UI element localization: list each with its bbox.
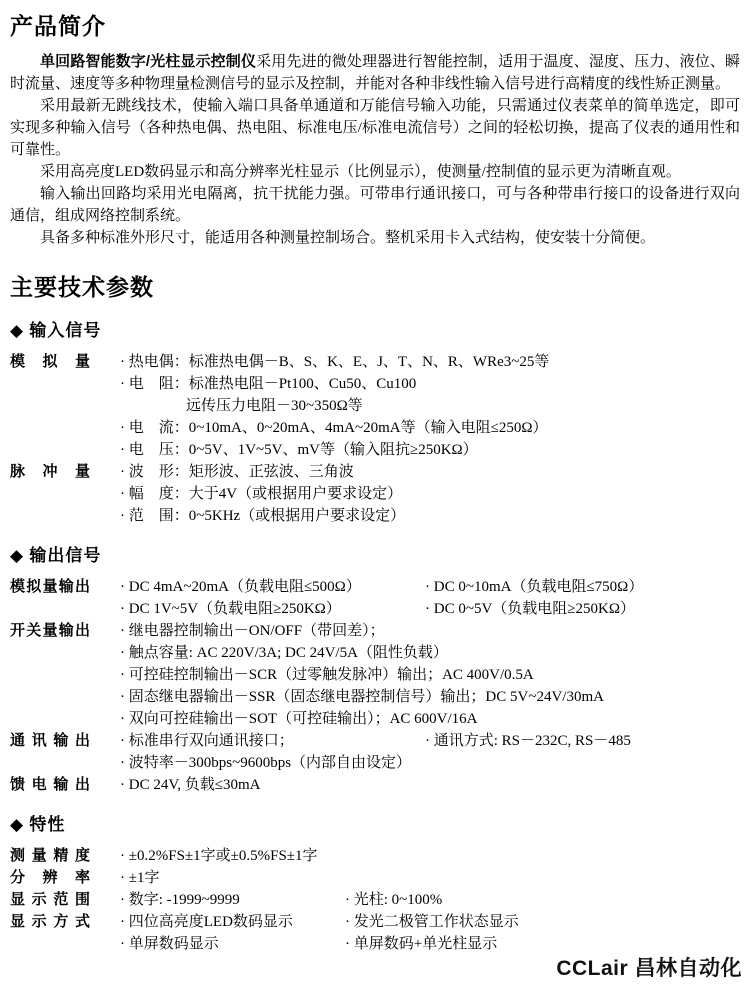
spec-line — [120, 351, 740, 373]
spec-item: · 光柱: 0~100% — [345, 892, 443, 908]
spec-row-content — [120, 911, 740, 955]
spec-line — [120, 686, 740, 708]
intro-paragraph-1-text: 采用先进的微处理器进行智能控制，适用于温度、湿度、压力、液位、瞬时流量、速度等多种物理量检测信号的显示及控制，并能对各种非线性输入信号进行高精度的线性矫正测量。 — [10, 54, 740, 92]
spec-line — [120, 774, 740, 796]
spec-row-label: 开关量输出 — [10, 623, 90, 639]
spec-row-content — [120, 351, 740, 461]
spec-item: · 数字: -1999~9999 — [120, 892, 240, 908]
spec-row-content — [120, 867, 740, 889]
spec-item: · 发光二极管工作状态显示 — [345, 914, 519, 930]
spec-row-label: 脉冲量 — [10, 464, 90, 480]
spec-item: · 可控硅控制输出－SCR（过零触发脉冲）输出；AC 400V/0.5A — [120, 667, 534, 683]
spec-section-title: ◆ 输入信号 — [10, 321, 102, 340]
spec-row-content — [120, 774, 740, 796]
spec-line — [120, 373, 740, 395]
spec-row-content — [120, 889, 740, 911]
spec-section-title: ◆ 特性 — [10, 815, 66, 834]
spec-row-label: 馈电输出 — [10, 777, 90, 793]
spec-row-content — [120, 576, 740, 620]
spec-line — [120, 505, 740, 527]
spec-line — [120, 620, 740, 642]
spec-row — [10, 911, 740, 955]
spec-row — [10, 774, 740, 796]
spec-line — [120, 395, 740, 417]
spec-line — [120, 845, 740, 867]
spec-item: · 波 形：矩形波、正弦波、三角波 — [120, 464, 354, 480]
spec-item: · DC 0~10mA（负载电阻≤750Ω） — [425, 579, 644, 595]
spec-item: · ±0.2%FS±1字或±0.5%FS±1字 — [120, 848, 318, 864]
spec-line — [120, 417, 740, 439]
spec-line — [120, 730, 740, 752]
spec-item: · 热电偶：标准热电偶－B、S、K、E、J、T、N、R、WRe3~25等 — [120, 354, 550, 370]
spec-item: · 电 阻：标准热电阻－Pt100、Cu50、Cu100 — [120, 376, 417, 392]
page-title-intro: 产品简介 — [10, 13, 106, 39]
spec-item: · 标准串行双向通讯接口； — [120, 733, 294, 749]
spec-line — [120, 598, 740, 620]
spec-item: · 固态继电器输出－SSR（固态继电器控制信号）输出；DC 5V~24V/30mA — [120, 689, 604, 705]
spec-line — [120, 439, 740, 461]
intro-paragraph-3 — [10, 161, 740, 183]
spec-item: · DC 24V, 负载≤30mA — [120, 777, 261, 793]
spec-item: · 幅 度：大于4V（或根据用户要求设定） — [120, 486, 403, 502]
spec-line — [120, 708, 740, 730]
spec-row-content — [120, 461, 740, 527]
spec-line — [120, 752, 740, 774]
spec-item: · 触点容量: AC 220V/3A; DC 24V/5A（阻性负载） — [120, 645, 448, 661]
spec-row-label: 显示方式 — [10, 914, 90, 930]
spec-line — [120, 461, 740, 483]
spec-item: · DC 0~5V（负载电阻≥250KΩ） — [425, 601, 635, 617]
spec-row-content — [120, 845, 740, 867]
spec-row — [10, 889, 740, 911]
intro-paragraph-4-text: 输入输出回路均采用光电隔离，抗干扰能力强。可带串行通讯接口，可与各种带串行接口的设备进行双向通信，组成网络控制系统。 — [10, 186, 740, 224]
spec-sections — [10, 316, 740, 955]
spec-item: · 继电器控制输出－ON/OFF（带回差）； — [120, 623, 385, 639]
spec-section-title: ◆ 输出信号 — [10, 546, 102, 565]
spec-item: · 范 围：0~5KHz（或根据用户要求设定） — [120, 508, 406, 524]
spec-row — [10, 730, 740, 774]
intro-paragraph-2 — [10, 95, 740, 161]
spec-item: · DC 1V~5V（负载电阻≥250KΩ） — [120, 601, 341, 617]
spec-row-label: 模拟量 — [10, 354, 90, 370]
intro-paragraph-4 — [10, 183, 740, 227]
spec-item: · 波特率－300bps~9600bps（内部自由设定） — [120, 755, 412, 771]
spec-item: · 双向可控硅输出－SOT（可控硅输出）；AC 600V/16A — [120, 711, 478, 727]
spec-row-label: 模拟量输出 — [10, 579, 90, 595]
spec-row — [10, 576, 740, 620]
spec-row-label: 分辨率 — [10, 870, 90, 886]
spec-item: · 电 流：0~10mA、0~20mA、4mA~20mA等（输入电阻≤250Ω） — [120, 420, 548, 436]
spec-item: · 电 压：0~5V、1V~5V、mV等（输入阻抗≥250KΩ） — [120, 442, 478, 458]
spec-item: · ±1字 — [120, 870, 160, 886]
spec-item: · 单屏数码+单光柱显示 — [345, 936, 498, 952]
intro-paragraph-3-text: 采用高亮度LED数码显示和高分辨率光柱显示（比例显示），使测量/控制值的显示更为清晰直观。 — [40, 164, 681, 180]
spec-line — [120, 664, 740, 686]
spec-row — [10, 351, 740, 461]
spec-item: · 四位高亮度LED数码显示 — [120, 914, 293, 930]
brand-logo: CCLair 昌林自动化 — [556, 957, 742, 980]
spec-item: · DC 4mA~20mA（负载电阻≤500Ω） — [120, 579, 361, 595]
spec-row — [10, 620, 740, 730]
spec-row-label: 显示范围 — [10, 892, 90, 908]
intro-paragraph-2-text: 采用最新无跳线技术，使输入端口具备单通道和万能信号输入功能，只需通过仪表菜单的简单选定，即可实现多种输入信号（各种热电偶、热电阻、标准电压/标准电流信号）之间的轻松切换，提高了仪表的通用性和可靠性。 — [10, 98, 740, 158]
spec-row-label: 通讯输出 — [10, 733, 90, 749]
spec-item: 远传压力电阻－30~350Ω等 — [186, 398, 363, 414]
intro-paragraph-5 — [10, 227, 740, 249]
product-name: 单回路智能数字/光柱显示控制仪 — [40, 53, 257, 70]
spec-row — [10, 461, 740, 527]
spec-line — [120, 576, 740, 598]
spec-row-content — [120, 730, 740, 774]
intro-paragraph-5-text: 具备多种标准外形尺寸，能适用各种测量控制场合。整机采用卡入式结构，使安装十分简便。 — [40, 230, 656, 246]
page-title-specs: 主要技术参数 — [10, 274, 154, 300]
spec-row — [10, 845, 740, 867]
spec-line — [120, 889, 740, 911]
spec-item: · 单屏数码显示 — [120, 936, 219, 952]
intro-paragraph-1 — [10, 51, 740, 95]
spec-line — [120, 911, 740, 933]
spec-line — [120, 642, 740, 664]
spec-row-label: 测量精度 — [10, 848, 90, 864]
spec-row-content — [120, 620, 740, 730]
spec-row — [10, 867, 740, 889]
spec-line — [120, 867, 740, 889]
spec-line — [120, 483, 740, 505]
spec-item: · 通讯方式: RS－232C, RS－485 — [425, 733, 631, 749]
